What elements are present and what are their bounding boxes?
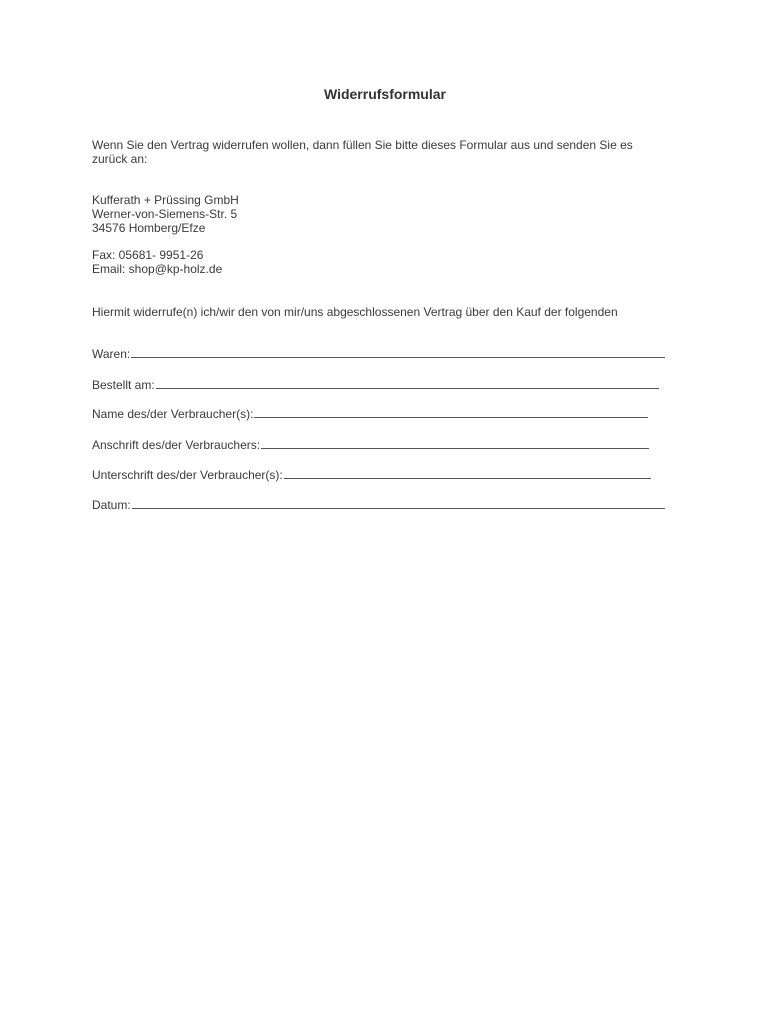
address-block: [92, 193, 692, 235]
waren-field: [92, 346, 665, 361]
name-field: [92, 406, 648, 421]
waren-input-line[interactable]: [131, 346, 665, 358]
waren-label: Waren:: [92, 347, 131, 361]
bestellt-am-label: Bestellt am:: [92, 378, 155, 392]
anschrift-label: Anschrift des/der Verbrauchers:: [92, 438, 261, 452]
unterschrift-input-line[interactable]: [284, 467, 651, 479]
fax-number: Fax: 05681- 9951-26: [92, 248, 204, 262]
intro-line-2: zurück an:: [92, 152, 148, 166]
contact-block: [92, 248, 692, 276]
anschrift-input-line[interactable]: [261, 437, 649, 449]
datum-label: Datum:: [92, 498, 131, 512]
datum-input-line[interactable]: [132, 497, 665, 509]
intro-line-1: Wenn Sie den Vertrag widerrufen wollen, dann füllen Sie bitte dieses Formular aus und senden Sie es: [92, 138, 633, 152]
bestellt-am-field: [92, 377, 659, 392]
bestellt-am-input-line[interactable]: [156, 377, 659, 389]
city-address: 34576 Homberg/Efze: [92, 221, 206, 235]
unterschrift-label: Unterschrift des/der Verbraucher(s):: [92, 468, 283, 482]
anschrift-field: [92, 437, 649, 452]
name-label: Name des/der Verbraucher(s):: [92, 407, 254, 421]
street-address: Werner-von-Siemens-Str. 5: [92, 207, 238, 221]
datum-field: [92, 497, 665, 512]
document-title: Widerrufsformular: [323, 86, 446, 102]
unterschrift-field: [92, 467, 651, 482]
withdrawal-statement: Hiermit widerrufe(n) ich/wir den von mir/uns abgeschlossenen Vertrag über den Kauf der folgenden: [92, 305, 618, 319]
name-input-line[interactable]: [254, 406, 648, 418]
company-name: Kufferath + Prüssing GmbH: [92, 193, 239, 207]
intro-paragraph: [92, 138, 692, 166]
email-address: Email: shop@kp-holz.de: [92, 262, 223, 276]
